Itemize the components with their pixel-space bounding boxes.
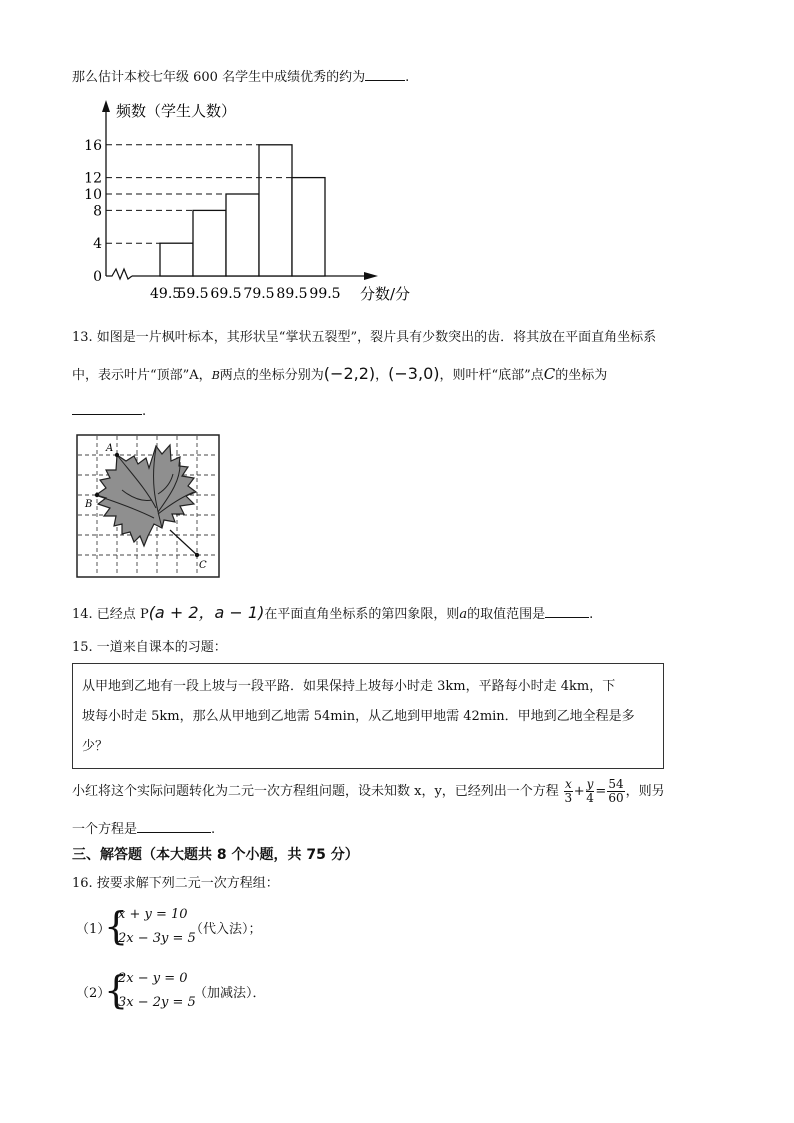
q13-point-c: C: [543, 365, 556, 383]
frac3-denominator: 60: [608, 791, 624, 805]
q13-text-d: 的坐标为: [555, 368, 608, 383]
q13-text-c: ，则叶杆“底部”点: [439, 368, 544, 383]
q14-prefix: 14. 已经点 P: [72, 607, 149, 622]
q13-point-b: B: [211, 369, 220, 382]
frac2-numerator: y: [586, 777, 594, 791]
q16-part1-method: （代入法）；: [190, 922, 262, 937]
q15-box-line1: 从甲地到乙地有一段上坡与一段平路．如果保持上坡每小时走 3km，平路每小时走 4km，下: [82, 679, 616, 694]
point-b-dot: [95, 493, 99, 497]
q13-comma: ，: [375, 368, 389, 383]
x-tick-label: 99.5: [309, 286, 341, 302]
q14-suffix: 的取值范围是: [467, 607, 546, 622]
frac2-denominator: 4: [586, 791, 594, 805]
q14-expr2: a − 1): [214, 603, 265, 622]
plus-sign: +: [573, 784, 585, 799]
y-tick-label: 0: [93, 269, 102, 285]
q16-part2-brace: {: [104, 968, 129, 1012]
q13-answer-blank[interactable]: [72, 400, 142, 415]
x-axis-label: 分数/分: [360, 285, 411, 303]
q13-line3: [72, 400, 146, 422]
q16-part2-label: （2）: [76, 986, 111, 1001]
q15-answer-blank[interactable]: [137, 818, 211, 833]
section-3-heading: 三、解答题（本大题共 8 个小题，共 75 分）: [72, 847, 359, 863]
q15-end: .: [211, 822, 216, 837]
fraction-54-over-60: [607, 778, 624, 805]
q15-after-line: [72, 778, 665, 806]
frac1-denominator: 3: [564, 791, 573, 805]
q16-part2-eq2: 3x − 2y = 5: [118, 995, 196, 1010]
histogram-bar: [160, 243, 193, 276]
q14-answer-blank[interactable]: [545, 603, 589, 618]
x-tick-label: 89.5: [276, 286, 308, 302]
frac3-numerator: 54: [608, 777, 624, 791]
label-c: C: [199, 560, 207, 571]
point-c-dot: [195, 553, 199, 557]
label-a: A: [106, 443, 114, 454]
x-tick-label: 49.5: [150, 286, 182, 302]
x-tick-label: 69.5: [210, 286, 242, 302]
q15-answer-prefix: 一个方程是: [72, 822, 138, 837]
q15-intro: 15. 一道来自课本的习题：: [72, 640, 227, 655]
y-axis-label: 频数（学生人数）: [116, 102, 237, 120]
y-tick-label: 4: [93, 236, 102, 253]
fraction-y-over-4: [586, 778, 595, 805]
q14-expr1: (a + 2，: [148, 603, 215, 622]
q13-text-a: 中，表示叶片“顶部”A，: [72, 368, 212, 383]
q15-after-end: ，则另: [625, 784, 665, 799]
histogram-bar: [292, 178, 325, 276]
q15-after-text: 小红将这个实际问题转化为二元一次方程组问题，设未知数 x，y，已经列出一个方程: [72, 784, 559, 799]
q15-problem-box: [72, 663, 664, 769]
q16-part1-eq1: x + y = 10: [118, 907, 188, 922]
q16-part2-method: （加减法）．: [194, 986, 266, 1001]
q14-mid: 在平面直角坐标系的第四象限，则: [264, 607, 460, 622]
q15-box-line3: 少？: [82, 739, 109, 754]
histogram-chart: [78, 98, 418, 308]
equals-sign: =: [595, 784, 607, 799]
y-axis-arrow: [102, 100, 110, 112]
frac1-numerator: x: [564, 777, 572, 791]
y-tick-label: 8: [93, 203, 102, 220]
histogram-bar: [226, 194, 259, 276]
x-axis-arrow: [364, 272, 378, 280]
q13-coord-b: (−3,0): [388, 364, 440, 383]
q12-end: .: [405, 70, 410, 85]
q16-intro: 16. 按要求解下列二元一次方程组：: [72, 876, 279, 891]
histogram-bar: [259, 145, 292, 276]
y-tick-label: 16: [84, 137, 102, 154]
q13-coord-a: (−2,2): [323, 364, 376, 383]
q13-end: .: [142, 404, 147, 419]
q15-box-line2: 坡每小时走 5km，那么从甲地到乙地需 54min，从乙地到甲地需 42min．甲地到乙地全程是多: [82, 709, 635, 724]
histogram-bar: [193, 210, 226, 276]
fraction-x-over-3: [564, 778, 573, 805]
q14-end: .: [589, 607, 594, 622]
q15-answer-line: [72, 818, 215, 840]
y-tick-label: 12: [84, 170, 102, 187]
q12-answer-blank[interactable]: [365, 66, 405, 81]
q13-line1: 13. 如图是一片枫叶标本，其形状呈“掌状五裂型”，裂片具有少数突出的齿．将其放在平面直角坐标系: [72, 330, 657, 345]
q13-line2: [72, 364, 607, 386]
q16-part1-brace: {: [104, 904, 129, 948]
y-tick-label: 10: [84, 187, 102, 203]
maple-leaf-figure: [76, 434, 222, 580]
q14-line: [72, 603, 593, 625]
q13-text-b: 两点的坐标分别为: [219, 368, 324, 383]
q16-part1-label: （1）: [76, 922, 111, 937]
point-a-dot: [115, 453, 119, 457]
x-axis-break: [106, 269, 132, 279]
q12-line: [72, 66, 409, 88]
x-tick-label: 79.5: [243, 286, 275, 302]
q16-part1-eq2: 2x − 3y = 5: [118, 931, 196, 946]
x-tick-label: 59.5: [177, 286, 209, 302]
label-b: B: [85, 499, 93, 510]
q12-text: 那么估计本校七年级 600 名学生中成绩优秀的约为: [72, 70, 366, 85]
q16-part2-eq1: 2x − y = 0: [118, 971, 188, 986]
q14-var: a: [459, 607, 468, 622]
